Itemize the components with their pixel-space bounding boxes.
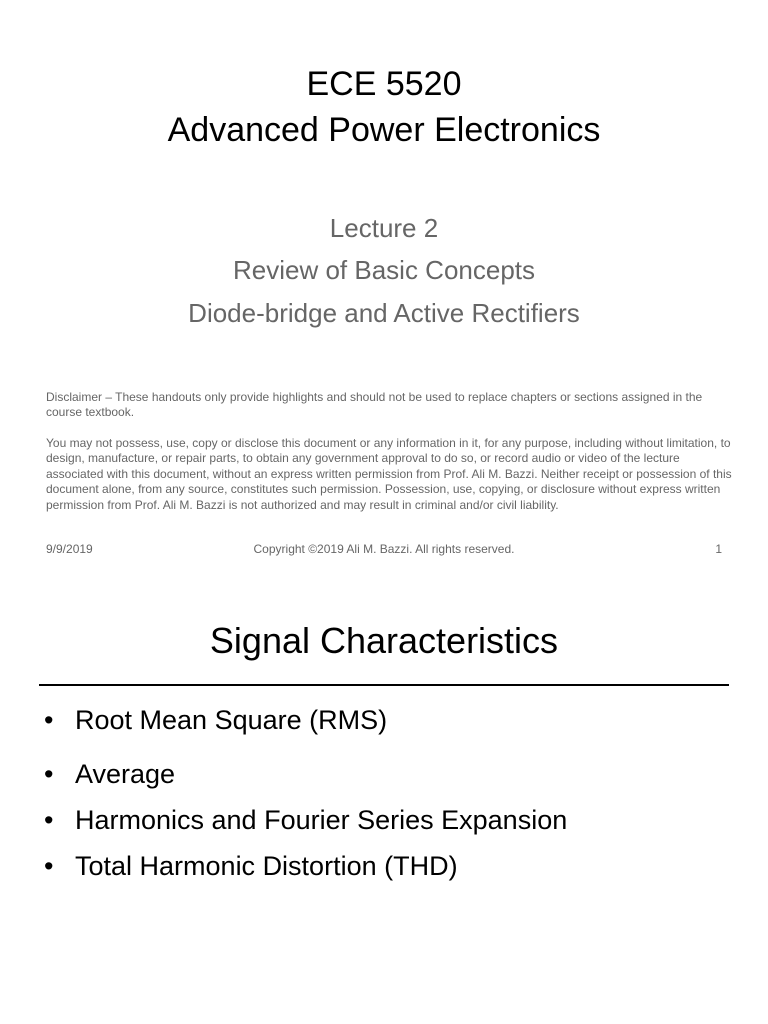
bullet-text: Root Mean Square (RMS) — [75, 705, 388, 735]
footer-page-number: 1 — [715, 542, 722, 556]
title-line-1: ECE 5520 — [306, 65, 462, 103]
slide-2 — [0, 580, 768, 1024]
bullet-dot: • — [44, 805, 54, 835]
permission-notice: You may not possess, use, copy or disclose this document or any information in it, for any purpose, including without limitation, to design, manufacture, or repair parts, to obtain any government approval to do so, or record audio or video of the lecture associated with this document, without an express written permission from Prof. Ali M. Bazzi. Neither receipt or possession of this document alone, from any source, constitutes such permission. Possession, use, copying, or disclosure without express written permission from Prof. Ali M. Bazzi is not authorized and may result in criminal and/or civil liability. — [46, 436, 732, 512]
footer-date: 9/9/2019 — [46, 542, 93, 556]
slide-title: Signal Characteristics — [209, 620, 559, 661]
footer-copyright: Copyright ©2019 Ali M. Bazzi. All rights reserved. — [253, 542, 515, 556]
title-divider — [39, 684, 729, 686]
bullet-dot: • — [44, 705, 54, 735]
bullet-text: Total Harmonic Distortion (THD) — [75, 851, 458, 881]
bullet-text: Average — [75, 759, 176, 789]
bullet-text: Harmonics and Fourier Series Expansion — [75, 805, 568, 835]
title-line-2: Advanced Power Electronics — [167, 111, 601, 149]
disclaimer-text: Disclaimer – These handouts only provide highlights and should not be used to replace chapters or sections assigned in the course textbook. — [46, 390, 703, 420]
subtitle-line-3: Diode-bridge and Active Rectifiers — [188, 298, 580, 328]
bullet-dot: • — [44, 759, 54, 789]
subtitle-line-1: Lecture 2 — [329, 213, 439, 243]
subtitle-line-2: Review of Basic Concepts — [232, 255, 536, 285]
bullet-dot: • — [44, 851, 54, 881]
